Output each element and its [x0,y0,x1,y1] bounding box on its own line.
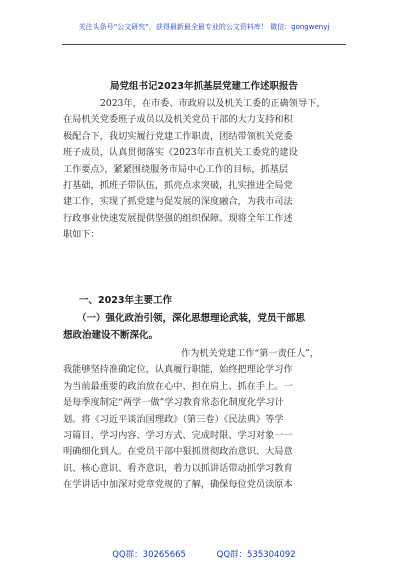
paragraph-line: 2023年，在市委、市政府以及机关工委的正确领导下， [100,98,326,109]
paragraph-line: 打基础，抓班子带队伍，抓亮点求突破，扎实推进全局党 [63,180,293,192]
paragraph-line: 职如下： [63,229,100,241]
paragraph-line: 为当前最重要的政治放在心中、担在肩上、抓在手上。一 [63,380,293,392]
paragraph-line: 在学讲话中加深对党章党规的了解，确保每位党员读原本 [63,479,293,491]
paragraph-line: 极配合下，我切实履行党建工作职责，团结带领机关党委 [63,130,293,142]
heading-line: 想政治建设不断深化。 [63,330,159,341]
paragraph-line: 工作要点》，紧紧围绕服务市局中心工作的目标，抓基层 [63,163,289,175]
paragraph-line: 建工作，实现了抓党建与促发展的深度融合，为我市司法 [63,196,293,208]
paragraph-line: 识、核心意识、看齐意识，着力以抓讲话带动抓学习教育 [63,462,293,474]
qq-group-2: QQ群：535304092 [216,550,296,560]
paragraph-line: 明确细化到人。在党员干部中狠抓贯彻政治意识、大局意 [63,446,293,458]
qq-group-1: QQ群：30265665 [112,550,186,560]
section-heading: 一、2023年主要工作 [79,295,172,306]
paragraph-line: 划。将《习近平谈治国理政》（第三卷）《民法典》等学 [63,413,284,425]
subsection-heading [63,310,347,344]
body-paragraph [63,346,347,494]
paragraph-line: 习篇目、学习内容、学习方式、完成时限、学习对象一一 [63,430,293,442]
paragraph-line: 作为机关党建工作“第一责任人”， [181,348,320,359]
paragraph-line: 是每季度制定“两学一做”学习教育常态化制度化学习计 [63,397,284,409]
heading-line: （一）强化政治引领，深化思想理论武装，党员干部思 [77,313,306,324]
paragraph-line: 我能够坚持准确定位，认真履行职能，始终把理论学习作 [63,364,293,376]
header-divider [62,44,346,45]
paragraph-line: 行政事业快速发展提供坚强的组织保障。现将全年工作述 [63,212,293,224]
paragraph-line: 班子成员，认真贯彻落实《2023年市直机关工委党的建设 [63,147,298,159]
intro-paragraph [63,96,347,244]
footer-contact [0,548,408,560]
header-promo-note: 关注头条号“公文研究”，获得最新最全最专业的公文资料库！ 微信：gongwenyj [78,23,330,31]
paragraph-line: 在局机关党委班子成员以及机关党员干部的大力支持和积 [63,114,293,126]
document-title: 局党组书记2023年抓基层党建工作述职报告 [110,81,298,92]
